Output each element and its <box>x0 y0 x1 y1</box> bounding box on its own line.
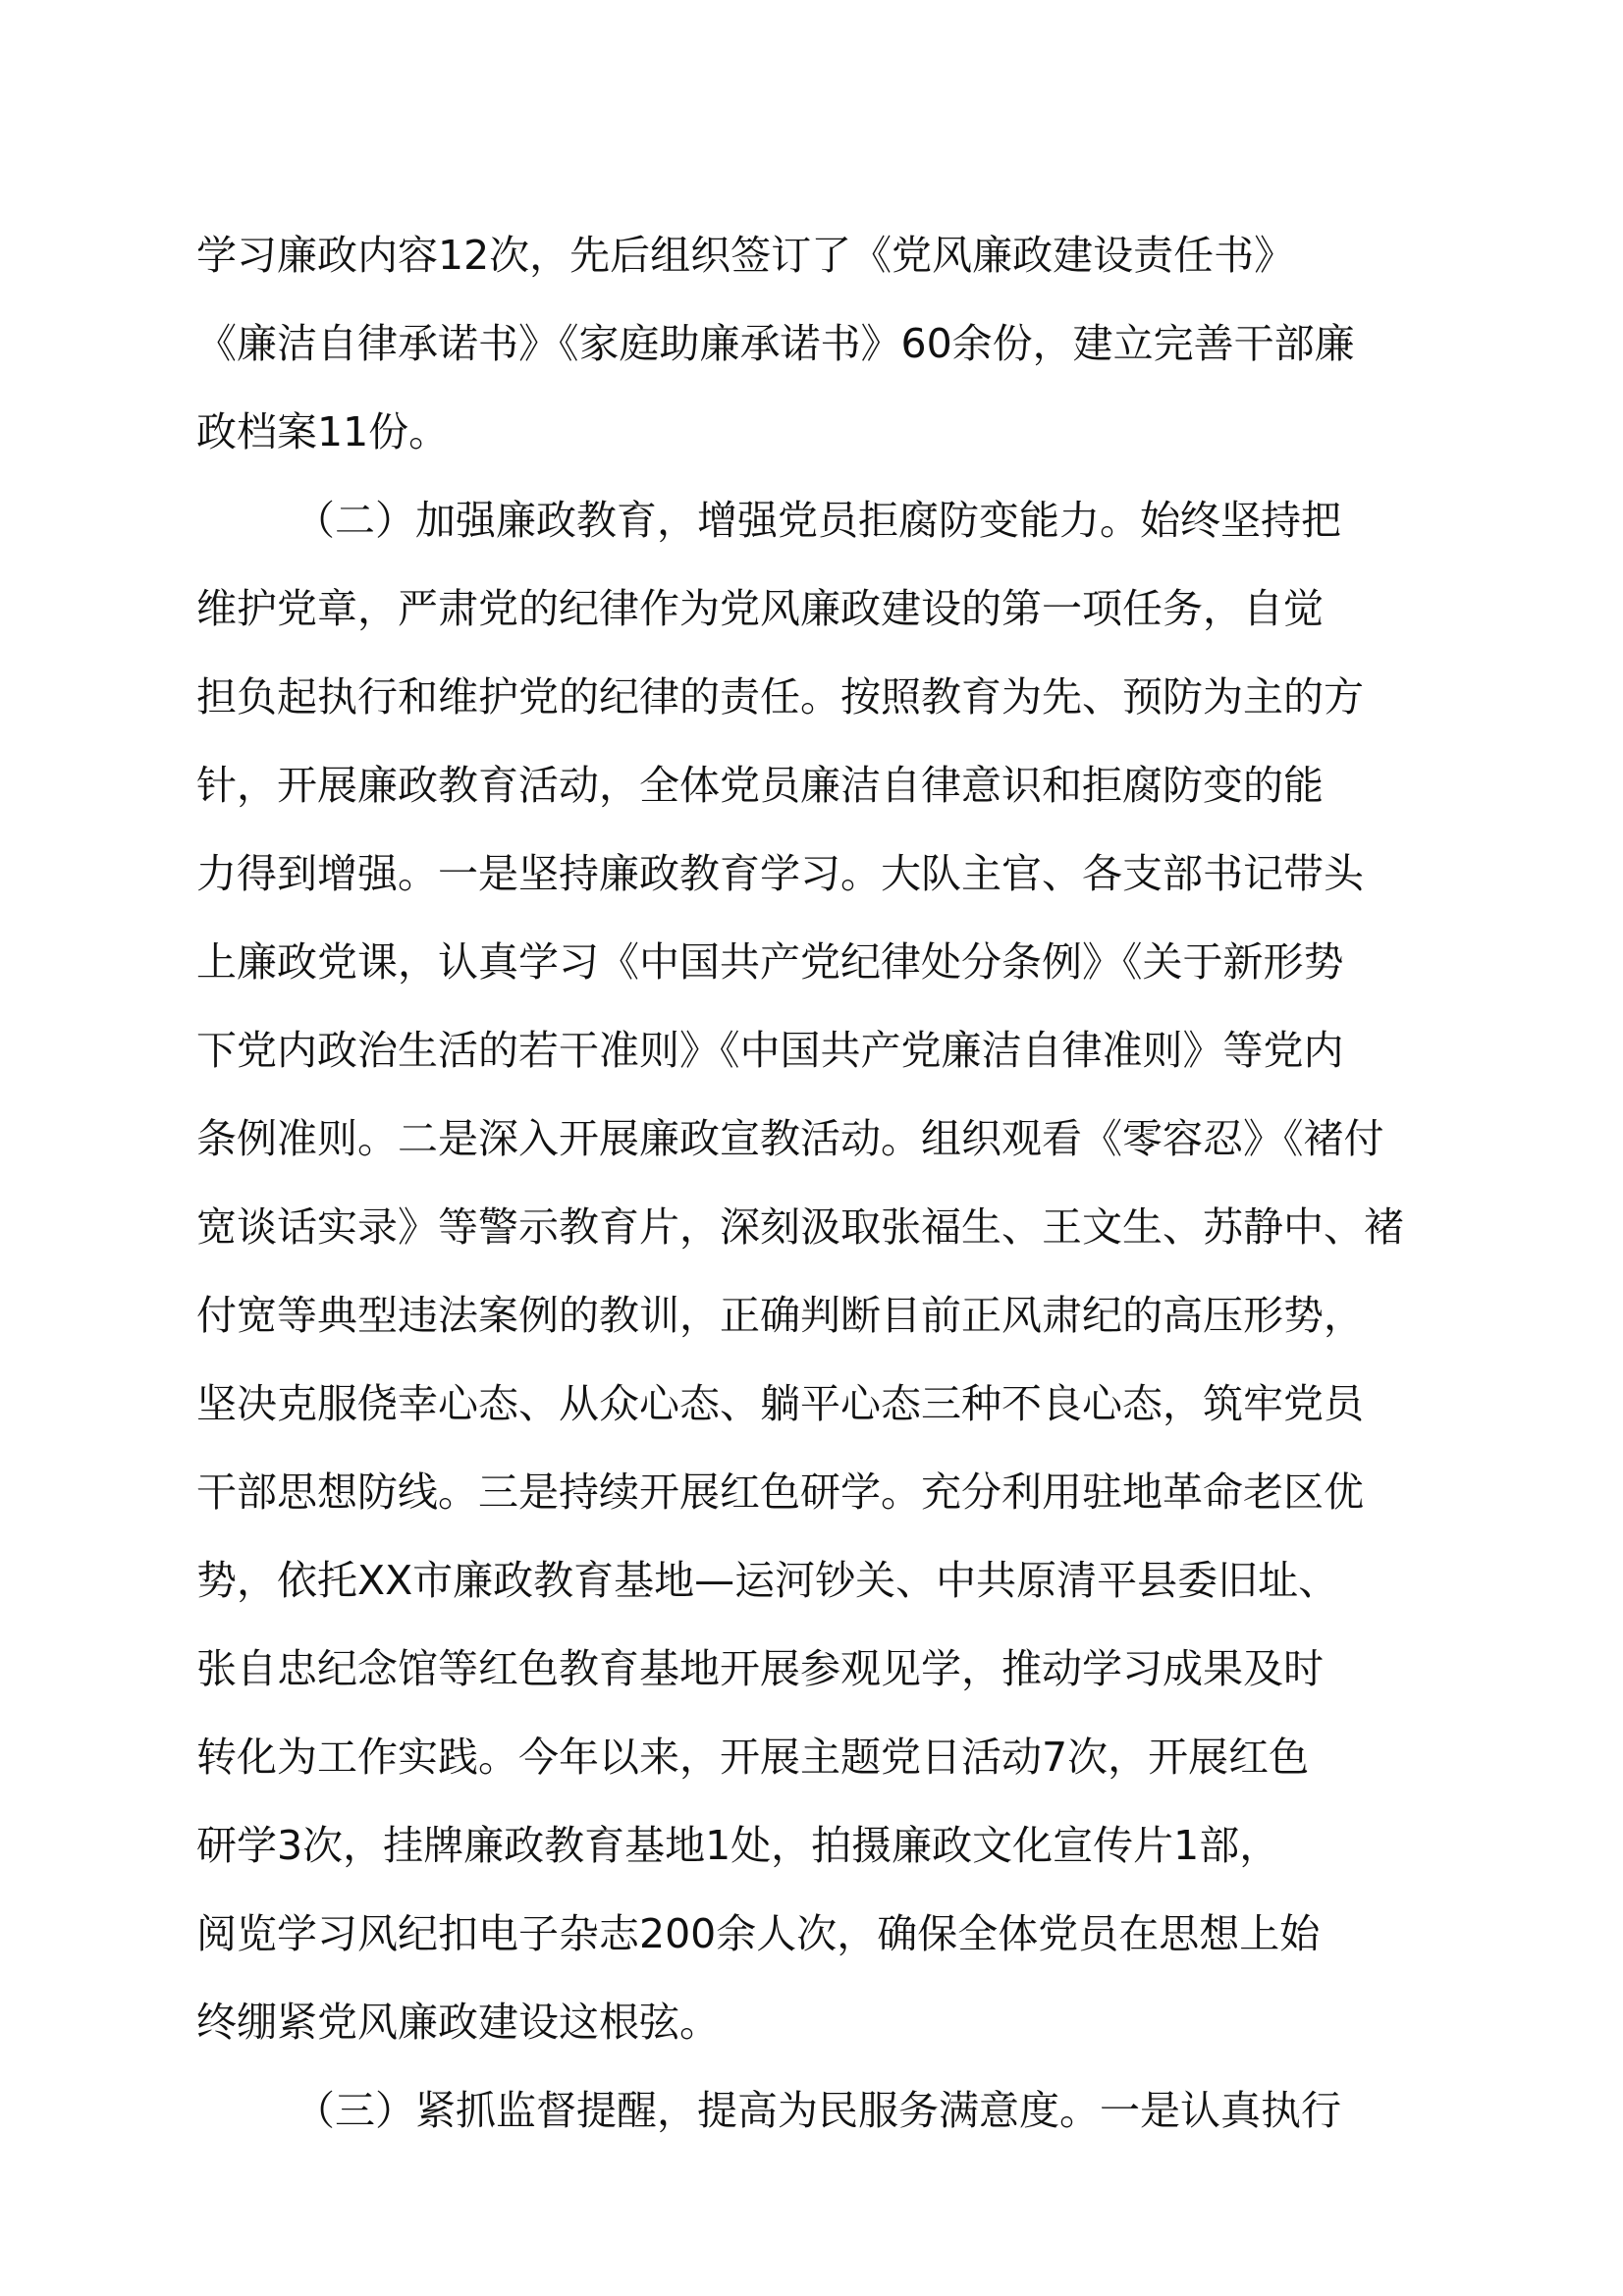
paragraph-heading-3: （三）紧抓监督提醒，提高为民服务满意度。一是认真执行 <box>295 2087 1341 2134</box>
text-line: 条例准则。二是深入开展廉政宣教活动。组织观看《零容忍》《褚付 <box>196 1115 1384 1162</box>
text-line: 终绷紧党风廉政建设这根弦。 <box>196 1999 720 2046</box>
text-line: 力得到增强。一是坚持廉政教育学习。大队主官、各支部书记带头 <box>196 850 1364 897</box>
text-line: 转化为工作实践。今年以来，开展主题党日活动7次，开展红色 <box>196 1734 1310 1781</box>
text-line: 付宽等典型违法案例的教训，正确判断目前正风肃纪的高压形势， <box>196 1292 1364 1339</box>
text-line: 政档案11份。 <box>196 408 450 455</box>
text-line: 针，开展廉政教育活动，全体党员廉洁自律意识和拒腐防变的能 <box>196 762 1324 809</box>
text-line: 宽谈话实录》等警示教育片，深刻汲取张福生、王文生、苏静中、褚 <box>196 1203 1404 1251</box>
text-line: 下党内政治生活的若干准则》《中国共产党廉洁自律准则》等党内 <box>196 1027 1344 1074</box>
paragraph-heading-2: （二）加强廉政教育，增强党员拒腐防变能力。始终坚持把 <box>295 497 1341 544</box>
text-line: 维护党章，严肃党的纪律作为党风廉政建设的第一项任务，自觉 <box>196 585 1324 632</box>
text-line: 上廉政党课，认真学习《中国共产党纪律处分条例》《关于新形势 <box>196 938 1344 986</box>
text-line: 坚决克服侥幸心态、从众心态、躺平心态三种不良心态，筑牢党员 <box>196 1380 1364 1427</box>
text-line: 干部思想防线。三是持续开展红色研学。充分利用驻地革命老区优 <box>196 1468 1364 1516</box>
text-line: 研学3次，挂牌廉政教育基地1处，拍摄廉政文化宣传片1部， <box>196 1822 1280 1869</box>
text-line: 张自忠纪念馆等红色教育基地开展参观见学，推动学习成果及时 <box>196 1645 1324 1692</box>
text-line: 《廉洁自律承诺书》《家庭助廉承诺书》60余份，建立完善干部廉 <box>196 320 1355 367</box>
text-line: 势，依托XX市廉政教育基地—运河钞关、中共原清平县委旧址、 <box>196 1557 1339 1604</box>
text-line: 担负起执行和维护党的纪律的责任。按照教育为先、预防为主的方 <box>196 673 1364 721</box>
text-line: 阅览学习风纪扣电子杂志200余人次，确保全体党员在思想上始 <box>196 1910 1321 1957</box>
text-line: 学习廉政内容12次，先后组织签订了《党风廉政建设责任书》 <box>196 232 1295 279</box>
